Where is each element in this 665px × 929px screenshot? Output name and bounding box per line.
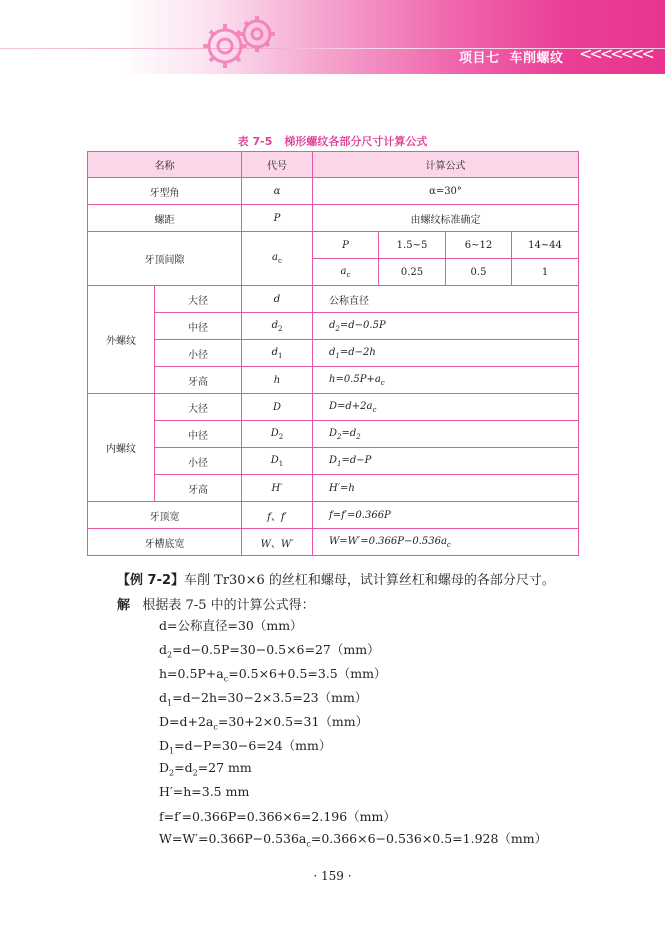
formula-part: d: [159, 642, 168, 657]
cell-name: 牙高: [155, 475, 242, 502]
chapter-name: 车削螺纹: [509, 51, 564, 66]
cell-symbol: [242, 421, 313, 448]
formula-sub: 1: [335, 351, 340, 360]
symbol-base: d: [271, 319, 278, 331]
table-caption: [0, 133, 665, 149]
calc-line: [159, 616, 303, 634]
formula-sub: c: [213, 722, 218, 732]
formula-part: h=0.5P+a: [329, 373, 381, 385]
cell-symbol: f、f′: [242, 502, 313, 529]
cell-name: 小径: [155, 448, 242, 475]
chapter-title: [459, 47, 564, 66]
table-header-row: [88, 152, 579, 178]
formula-part: =d: [341, 427, 357, 439]
table-row: [88, 286, 579, 313]
formula-part: =0.5×6+0.5=3.5（mm）: [228, 666, 387, 681]
calc-line: [159, 688, 367, 708]
formula-sub: 2: [335, 324, 340, 333]
formula-sub: c: [380, 378, 385, 387]
formula-sub: 1: [169, 746, 175, 756]
calc-line: [159, 640, 380, 660]
example-text: 车削 Tr30×6 的丝杠和螺母，试计算丝杠和螺母的各部分尺寸。: [184, 573, 555, 588]
formula-part: =d−P: [341, 454, 372, 466]
cell-name: 牙型角: [88, 178, 242, 205]
cell-name: 大径: [155, 286, 242, 313]
table-row: [88, 205, 579, 232]
page-number: · 159 ·: [313, 869, 352, 883]
cell-formula: f=f′=0.366P: [313, 502, 579, 529]
cell-formula: α=30°: [313, 178, 579, 205]
formula-part: D: [159, 760, 170, 775]
calc-line: [159, 784, 249, 799]
formula-part: d: [159, 690, 168, 705]
chapter-label: 项目七: [459, 51, 500, 66]
cell-symbol: [242, 448, 313, 475]
formula-part: =30+2×0.5=31（mm）: [217, 714, 369, 729]
table-row: [88, 340, 579, 367]
formula-sub: c: [223, 674, 229, 684]
formula-sub: c: [446, 540, 451, 549]
table-row: [88, 529, 579, 556]
cell-formula: [313, 313, 579, 340]
cell-value: 1: [512, 259, 579, 286]
header-symbol: 代号: [242, 152, 313, 178]
formula-sub: 2: [356, 432, 361, 441]
cell-formula: 由螺纹标准确定: [313, 205, 579, 232]
table-row: [88, 178, 579, 205]
formula-part: =d−0.5P=30−0.5×6=27（mm）: [172, 642, 380, 657]
example-heading: [117, 569, 555, 588]
table-row: [88, 313, 579, 340]
formula-part: W=W′=0.366P−0.536a: [329, 535, 447, 547]
cell-formula: [313, 340, 579, 367]
formula-sub: c: [372, 405, 377, 414]
cell-symbol: D: [242, 394, 313, 421]
cell-formula: [313, 421, 579, 448]
cell-name: 牙顶宽: [88, 502, 242, 529]
formula-part: W=W′=0.366P−0.536a: [159, 831, 307, 846]
table-row: [88, 394, 579, 421]
formula-part: f=f′=0.366P=0.366×6=2.196（mm）: [159, 809, 396, 824]
cell-value: [313, 259, 379, 286]
cell-name: 牙顶间隙: [88, 232, 242, 286]
cell-name: 中径: [155, 313, 242, 340]
solution-label: 解: [117, 598, 131, 613]
cell-symbol: W、W′: [242, 529, 313, 556]
formula-part: D=d+2a: [159, 714, 214, 729]
calc-line: [159, 712, 368, 732]
cell-symbol: P: [242, 205, 313, 232]
solution-text: 根据表 7-5 中的计算公式得：: [142, 598, 315, 613]
formula-part: d: [329, 346, 336, 358]
table-row: [88, 232, 579, 259]
header-formula: 计算公式: [313, 152, 579, 178]
formula-sub: 1: [337, 459, 342, 468]
cell-formula: 公称直径: [313, 286, 579, 313]
symbol-base: a: [340, 265, 347, 277]
table-number: 表 7-5: [237, 135, 273, 148]
symbol-sub: 1: [277, 351, 283, 360]
calc-line: [159, 664, 386, 684]
cell-name: 小径: [155, 340, 242, 367]
formula-part: =d−2h=30−2×3.5=23（mm）: [172, 690, 368, 705]
formula-part: D: [329, 454, 338, 466]
formula-part: =d−0.5P: [339, 319, 386, 331]
cell-name: 牙槽底宽: [88, 529, 242, 556]
formula-part: h=0.5P+a: [159, 666, 224, 681]
cell-symbol: H′: [242, 475, 313, 502]
formula-part: =d−P=30−6=24（mm）: [174, 738, 332, 753]
table-row: [88, 475, 579, 502]
thread-formula-table: [87, 151, 579, 556]
formula-sub: 2: [192, 768, 198, 778]
symbol-base: D: [270, 454, 279, 466]
symbol-base: a: [272, 252, 279, 263]
cell-formula: H′=h: [313, 475, 579, 502]
cell-group: 外螺纹: [88, 286, 155, 394]
example-tag: 【例 7-2】: [117, 573, 185, 588]
formula-sub: 2: [169, 768, 175, 778]
calc-line: [159, 760, 252, 778]
cell-name: 大径: [155, 394, 242, 421]
cell-value: 14~44: [512, 232, 579, 259]
cell-symbol: d: [242, 286, 313, 313]
calc-line: [159, 807, 396, 825]
cell-value: 1.5~5: [379, 232, 446, 259]
cell-name: 螺距: [88, 205, 242, 232]
calc-line: [159, 829, 547, 849]
cell-symbol: [242, 232, 313, 286]
symbol-sub: 2: [277, 324, 283, 333]
table-row: [88, 502, 579, 529]
formula-sub: c: [306, 839, 311, 849]
formula-part: D=d+2a: [329, 400, 373, 412]
table-row: [88, 448, 579, 475]
formula-part: D: [159, 738, 170, 753]
cell-value: 0.5: [446, 259, 512, 286]
symbol-sub: c: [278, 257, 282, 265]
cell-name: 牙高: [155, 367, 242, 394]
cell-name: 中径: [155, 421, 242, 448]
cell-value: 6~12: [446, 232, 512, 259]
formula-part: =27 mm: [197, 760, 252, 775]
solution-line: [117, 594, 315, 613]
cell-formula: [313, 529, 579, 556]
formula-part: =d: [174, 760, 193, 775]
chevrons-icon: <<<<<<<: [579, 44, 652, 63]
symbol-base: D: [270, 427, 279, 439]
gears-icon: [195, 8, 305, 70]
formula-part: D: [329, 427, 338, 439]
cell-symbol: α: [242, 178, 313, 205]
header-rule: [0, 48, 665, 49]
cell-symbol: [242, 340, 313, 367]
formula-sub: 1: [167, 698, 173, 708]
calc-line: [159, 736, 331, 756]
cell-symbol: h: [242, 367, 313, 394]
page-header: [0, 0, 665, 74]
cell-value: P: [313, 232, 379, 259]
symbol-base: d: [271, 346, 278, 358]
table-row: [88, 367, 579, 394]
formula-sub: 2: [167, 650, 173, 660]
symbol-sub: 2: [278, 432, 284, 441]
symbol-sub: c: [346, 270, 351, 279]
formula-part: d=公称直径=30（mm）: [159, 618, 303, 633]
table-row: [88, 421, 579, 448]
table-title: 梯形螺纹各部分尺寸计算公式: [284, 135, 428, 148]
formula-part: d: [329, 319, 336, 331]
cell-group: 内螺纹: [88, 394, 155, 502]
cell-formula: [313, 367, 579, 394]
cell-value: 0.25: [379, 259, 446, 286]
formula-sub: 2: [337, 432, 342, 441]
formula-part: =0.366×6−0.536×0.5=1.928（mm）: [310, 831, 548, 846]
header-name: 名称: [88, 152, 242, 178]
cell-formula: [313, 394, 579, 421]
formula-part: H′=h=3.5 mm: [159, 784, 250, 799]
symbol-sub: 1: [278, 459, 284, 468]
cell-symbol: [242, 313, 313, 340]
formula-part: =d−2h: [339, 346, 376, 358]
cell-formula: [313, 448, 579, 475]
